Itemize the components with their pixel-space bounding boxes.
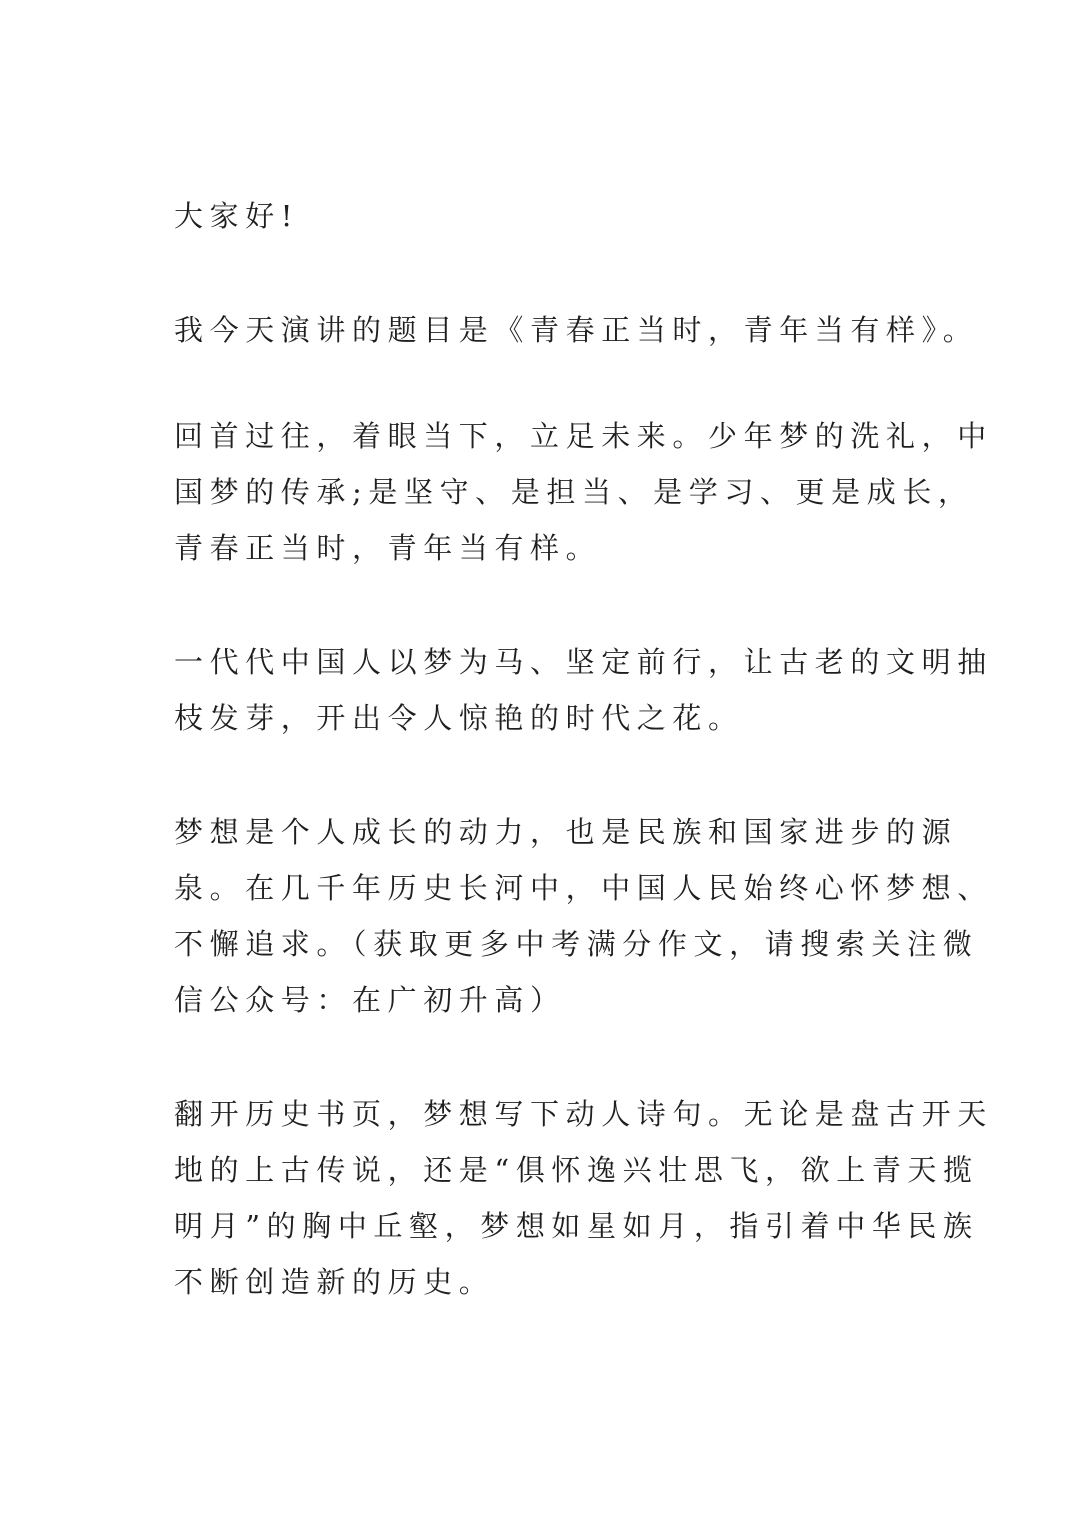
text-line: 我今天演讲的题目是《青春正当时，青年当有样》。	[174, 313, 979, 347]
text-line: 信公众号：在广初升高）	[174, 983, 566, 1017]
text-line: 青春正当时，青年当有样。	[174, 531, 602, 565]
text-line: 泉。在几千年历史长河中，中国人民始终心怀梦想、	[174, 871, 993, 905]
text-line: 枝发芽，开出令人惊艳的时代之花。	[174, 701, 744, 735]
text-line: 一代代中国人以梦为马、坚定前行，让古老的文明抽	[174, 645, 993, 679]
text-line: 不断创造新的历史。	[174, 1265, 495, 1299]
paragraph-dream	[174, 804, 993, 1028]
text-line: 翻开历史书页，梦想写下动人诗句。无论是盘古开天	[174, 1097, 993, 1131]
paragraph-generations	[174, 634, 993, 746]
text-line: 回首过往，着眼当下，立足未来。少年梦的洗礼，中	[174, 419, 993, 453]
paragraph-topic	[174, 302, 979, 358]
text-line: 梦想是个人成长的动力，也是民族和国家进步的源	[174, 815, 958, 849]
text-line: 明月”的胸中丘壑，梦想如星如月，指引着中华民族	[174, 1209, 979, 1243]
text-line: 大家好!	[174, 199, 300, 233]
paragraph-greeting	[174, 188, 914, 244]
paragraph-review	[174, 408, 993, 576]
text-line: 国梦的传承;是坚守、是担当、是学习、更是成长，	[174, 475, 974, 509]
paragraph-history	[174, 1086, 993, 1310]
text-line: 地的上古传说，还是“俱怀逸兴壮思飞，欲上青天揽	[174, 1153, 979, 1187]
text-line: 不懈追求。（获取更多中考满分作文，请搜索关注微	[174, 927, 979, 961]
